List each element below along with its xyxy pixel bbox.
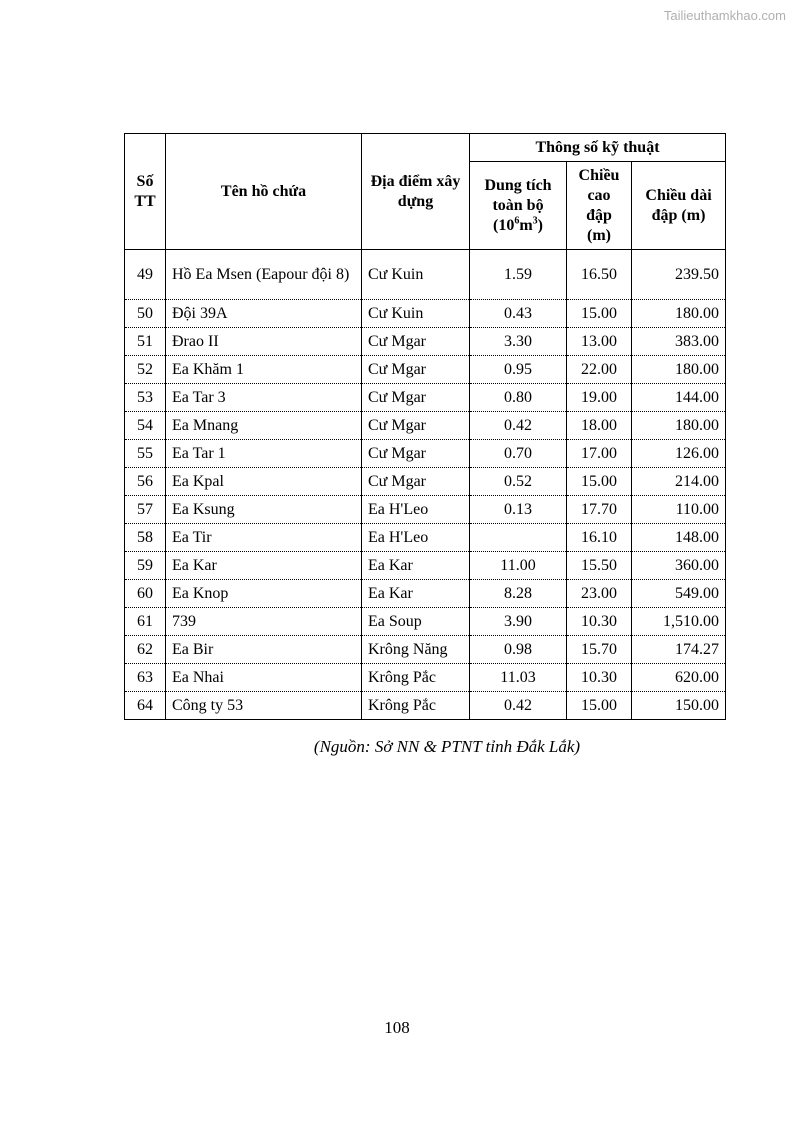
- header-capacity-exp1: 6: [514, 215, 520, 227]
- cell-stt: 49: [125, 250, 166, 300]
- cell-capacity: 0.98: [470, 636, 567, 664]
- header-height: Chiều cao đập (m): [567, 162, 632, 250]
- page-number: 108: [384, 1018, 410, 1037]
- cell-name: Ea Kpal: [166, 468, 362, 496]
- cell-stt: 50: [125, 300, 166, 328]
- cell-length: 126.00: [632, 440, 726, 468]
- cell-length: 383.00: [632, 328, 726, 356]
- cell-location: Ea H'Leo: [362, 524, 470, 552]
- table-body: [125, 250, 726, 720]
- cell-capacity: 0.42: [470, 692, 567, 720]
- cell-name: Hồ Ea Msen (Eapour đội 8): [166, 250, 362, 300]
- cell-capacity: 3.30: [470, 328, 567, 356]
- cell-location: Ea H'Leo: [362, 496, 470, 524]
- cell-location: Krông Pắc: [362, 692, 470, 720]
- cell-name: Ea Nhai: [166, 664, 362, 692]
- table-row: [125, 356, 726, 384]
- cell-capacity: 0.42: [470, 412, 567, 440]
- table-row: [125, 692, 726, 720]
- cell-stt: 57: [125, 496, 166, 524]
- cell-name: Đội 39A: [166, 300, 362, 328]
- cell-capacity: 0.43: [470, 300, 567, 328]
- cell-name: 739: [166, 608, 362, 636]
- cell-height: 10.30: [567, 664, 632, 692]
- cell-location: Cư Mgar: [362, 440, 470, 468]
- cell-name: Ea Tar 1: [166, 440, 362, 468]
- table-row: [125, 250, 726, 300]
- table-row: [125, 440, 726, 468]
- cell-height: 15.00: [567, 692, 632, 720]
- cell-length: 360.00: [632, 552, 726, 580]
- table-row: [125, 608, 726, 636]
- cell-stt: 59: [125, 552, 166, 580]
- cell-stt: 52: [125, 356, 166, 384]
- cell-name: Ea Ksung: [166, 496, 362, 524]
- cell-height: 15.50: [567, 552, 632, 580]
- cell-location: Ea Kar: [362, 552, 470, 580]
- cell-height: 10.30: [567, 608, 632, 636]
- cell-capacity: 8.28: [470, 580, 567, 608]
- cell-length: 239.50: [632, 250, 726, 300]
- cell-length: 148.00: [632, 524, 726, 552]
- cell-height: 13.00: [567, 328, 632, 356]
- cell-name: Đrao II: [166, 328, 362, 356]
- cell-location: Cư Mgar: [362, 412, 470, 440]
- cell-length: 174.27: [632, 636, 726, 664]
- cell-location: Cư Mgar: [362, 356, 470, 384]
- cell-length: 180.00: [632, 300, 726, 328]
- cell-height: 17.00: [567, 440, 632, 468]
- cell-capacity: 1.59: [470, 250, 567, 300]
- cell-height: 16.10: [567, 524, 632, 552]
- table-row: [125, 664, 726, 692]
- cell-stt: 62: [125, 636, 166, 664]
- table-row: [125, 524, 726, 552]
- cell-capacity: 3.90: [470, 608, 567, 636]
- header-stt: Số TT: [125, 134, 166, 250]
- cell-stt: 56: [125, 468, 166, 496]
- cell-height: 17.70: [567, 496, 632, 524]
- cell-length: 150.00: [632, 692, 726, 720]
- cell-stt: 58: [125, 524, 166, 552]
- cell-location: Cư Mgar: [362, 384, 470, 412]
- cell-name: Ea Bir: [166, 636, 362, 664]
- cell-name: Công ty 53: [166, 692, 362, 720]
- header-length: Chiều dài đập (m): [632, 162, 726, 250]
- cell-length: 214.00: [632, 468, 726, 496]
- cell-height: 19.00: [567, 384, 632, 412]
- cell-stt: 53: [125, 384, 166, 412]
- cell-length: 180.00: [632, 412, 726, 440]
- cell-name: Ea Knop: [166, 580, 362, 608]
- header-technical-group: Thông số kỹ thuật: [470, 134, 726, 162]
- header-capacity-suffix: ): [537, 216, 543, 234]
- cell-length: 549.00: [632, 580, 726, 608]
- cell-name: Ea Mnang: [166, 412, 362, 440]
- cell-length: 620.00: [632, 664, 726, 692]
- cell-location: Krông Pắc: [362, 664, 470, 692]
- cell-length: 110.00: [632, 496, 726, 524]
- cell-height: 15.70: [567, 636, 632, 664]
- cell-location: Cư Kuin: [362, 300, 470, 328]
- cell-capacity: 0.80: [470, 384, 567, 412]
- cell-capacity: 0.52: [470, 468, 567, 496]
- header-capacity-prefix: Dung tích toàn bộ (10: [484, 176, 552, 234]
- source-note: (Nguồn: Sở NN & PTNT tỉnh Đắk Lắk): [313, 737, 581, 756]
- cell-stt: 54: [125, 412, 166, 440]
- cell-height: 22.00: [567, 356, 632, 384]
- cell-height: 23.00: [567, 580, 632, 608]
- table-row: [125, 412, 726, 440]
- cell-stt: 61: [125, 608, 166, 636]
- header-capacity-mid: m: [519, 216, 533, 234]
- cell-height: 15.00: [567, 300, 632, 328]
- cell-name: Ea Khăm 1: [166, 356, 362, 384]
- cell-stt: 60: [125, 580, 166, 608]
- cell-location: Cư Mgar: [362, 468, 470, 496]
- table-row: [125, 580, 726, 608]
- cell-length: 144.00: [632, 384, 726, 412]
- cell-stt: 63: [125, 664, 166, 692]
- header-capacity: [470, 162, 567, 250]
- cell-length: 1,510.00: [632, 608, 726, 636]
- reservoir-table: [124, 133, 726, 720]
- cell-location: Cư Mgar: [362, 328, 470, 356]
- cell-name: Ea Kar: [166, 552, 362, 580]
- cell-height: 15.00: [567, 468, 632, 496]
- header-location: Địa điểm xây dựng: [362, 134, 470, 250]
- cell-location: Cư Kuin: [362, 250, 470, 300]
- cell-length: 180.00: [632, 356, 726, 384]
- table-row: [125, 300, 726, 328]
- table-row: [125, 328, 726, 356]
- watermark: Tailieuthamkhao.com: [663, 8, 786, 23]
- cell-location: Ea Kar: [362, 580, 470, 608]
- cell-stt: 51: [125, 328, 166, 356]
- header-capacity-exp2: 3: [532, 215, 538, 227]
- table-row: [125, 468, 726, 496]
- cell-capacity: [470, 524, 567, 552]
- cell-location: Ea Soup: [362, 608, 470, 636]
- table-row: [125, 552, 726, 580]
- cell-capacity: 0.70: [470, 440, 567, 468]
- cell-location: Krông Năng: [362, 636, 470, 664]
- cell-capacity: 11.00: [470, 552, 567, 580]
- cell-stt: 55: [125, 440, 166, 468]
- cell-name: Ea Tar 3: [166, 384, 362, 412]
- cell-capacity: 11.03: [470, 664, 567, 692]
- header-name: Tên hồ chứa: [166, 134, 362, 250]
- table-row: [125, 384, 726, 412]
- cell-height: 18.00: [567, 412, 632, 440]
- cell-capacity: 0.13: [470, 496, 567, 524]
- cell-capacity: 0.95: [470, 356, 567, 384]
- cell-name: Ea Tir: [166, 524, 362, 552]
- cell-stt: 64: [125, 692, 166, 720]
- table-row: [125, 496, 726, 524]
- cell-height: 16.50: [567, 250, 632, 300]
- table-row: [125, 636, 726, 664]
